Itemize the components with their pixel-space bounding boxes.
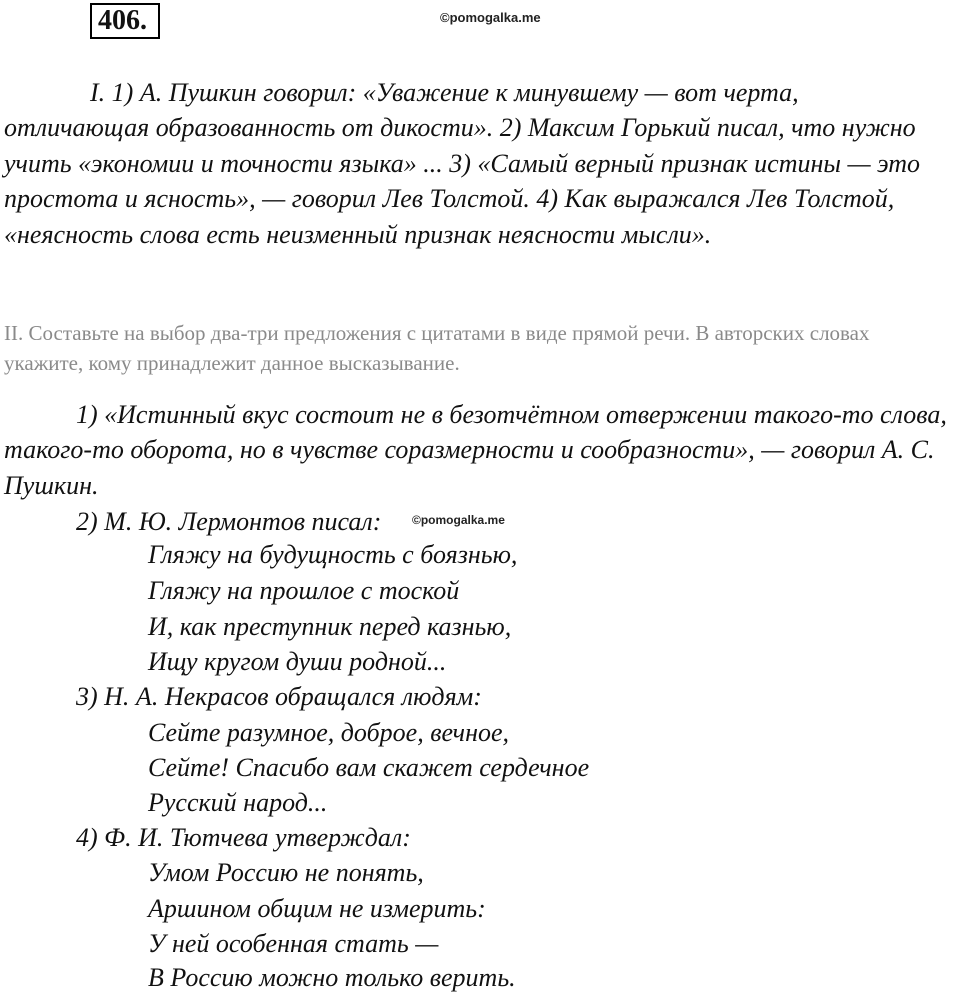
- answer4-line-4: В Россию можно только верить.: [148, 963, 516, 992]
- answer4-line-2: Аршином общим не измерить:: [148, 894, 486, 923]
- answer4-line-3: У ней особенная стать —: [148, 929, 439, 958]
- answer4-line-1: Умом Россию не понять,: [148, 858, 424, 887]
- answer2-line-2: Гляжу на прошлое с тоской: [148, 576, 460, 605]
- part1-paragraph: [4, 75, 944, 252]
- part2-task: II. Составьте на выбор два-три предложения с цитатами в виде прямой речи. В авторских словах укажите, кому принадлежит данное высказывание.: [4, 321, 870, 375]
- watermark-top: ©pomogalka.me: [440, 10, 541, 25]
- answer1-paragraph: [4, 397, 954, 503]
- answer2-line-3: И, как преступник перед казнью,: [148, 612, 512, 641]
- exercise-number: 406.: [90, 3, 160, 39]
- answer2-line-4: Ищу кругом души родной...: [148, 647, 447, 676]
- part1-text: I. 1) А. Пушкин говорил: «Уважение к минувшему — вот черта, отличающая образованность от дикости». 2) Максим Горький писал, что нужно учить «экономии и точности языка» ... 3) «Самый верный признак истины — это простота и ясность», — говорил Лев Толстой. 4) Как выражался Лев Толстой, «неясность слова есть неизменный признак неясности мысли».: [4, 78, 921, 249]
- answer1-text: 1) «Истинный вкус состоит не в безотчётном отвержении такого-то слова, такого-то оборота, но в чувстве соразмерности и сообразности», — говорил А. С. Пушкин.: [4, 400, 947, 500]
- answer3-line-3: Русский народ...: [148, 788, 328, 817]
- answer2-line-1: Гляжу на будущность с боязнью,: [148, 540, 518, 569]
- answer3-line-1: Сейте разумное, доброе, вечное,: [148, 718, 510, 747]
- answer3-line-2: Сейте! Спасибо вам скажет сердечное: [148, 753, 590, 782]
- answer3-intro: 3) Н. А. Некрасов обращался людям:: [76, 682, 482, 711]
- answer2-intro: 2) М. Ю. Лермонтов писал:: [76, 507, 382, 536]
- answer4-intro: 4) Ф. И. Тютчева утверждал:: [76, 823, 411, 852]
- watermark-mid: ©pomogalka.me: [412, 513, 505, 527]
